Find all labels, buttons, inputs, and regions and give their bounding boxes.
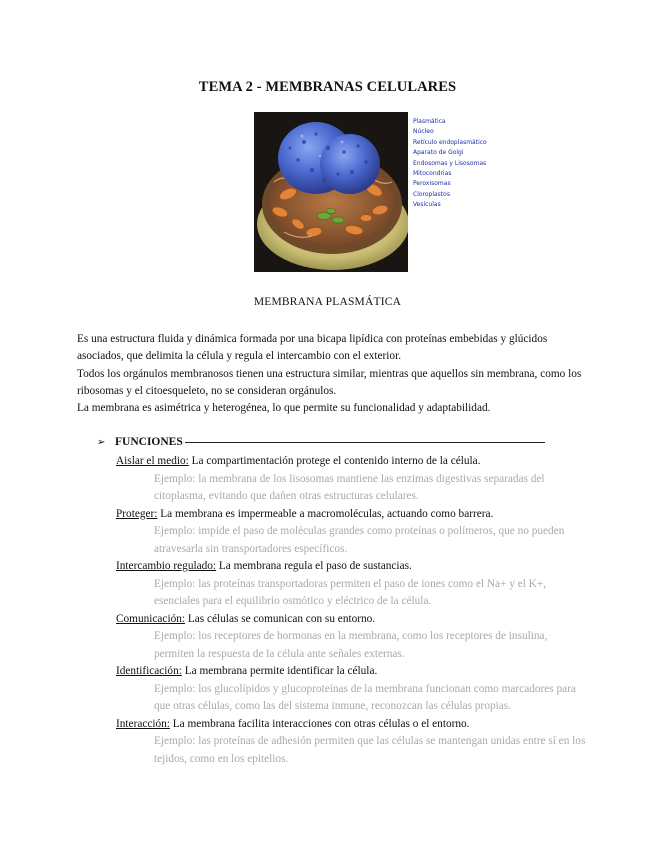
function-name: Identificación: <box>116 665 182 677</box>
legend-item: Aparato de Golgi <box>413 149 464 157</box>
document-title: TEMA 2 - MEMBRANAS CELULARES <box>198 79 457 95</box>
function-head <box>116 453 586 471</box>
function-text: La membrana es impermeable a macromoléculas, actuando como barrera. <box>157 507 494 520</box>
function-example: Ejemplo: impide el paso de moléculas grandes como proteínas o polímeros, que no pueden atravesarla sin transportadores específicos. <box>154 525 565 555</box>
heading-underline-rule <box>185 442 545 443</box>
function-text: La membrana permite identificar la célula. <box>181 665 378 677</box>
legend-item: Retículo endoplasmático <box>413 138 487 146</box>
function-item <box>116 716 586 769</box>
legend-item: Vesículas <box>413 201 441 209</box>
intro-paragraph: Todos los orgánulos membranosos tienen una estructura similar, mientras que aquellos sin membrana, como los ribosomas y el citoesqueleto, no se consideran orgánulos. <box>77 367 582 397</box>
intro-paragraph: La membrana es asimétrica y heterogénea, lo que permite su funcionalidad y adaptabilidad. <box>77 402 491 415</box>
functions-heading <box>97 436 545 448</box>
intro-paragraph: Es una estructura fluida y dinámica formada por una bicapa lipídica con proteínas embebidas y glúcidos asociados, que delimita la célula y regula el intercambio con el exterior. <box>77 333 548 363</box>
arrow-bullet-icon: ➢ <box>97 437 106 448</box>
function-name: Intercambio regulado: <box>116 560 217 572</box>
function-head <box>116 663 586 681</box>
section-title: MEMBRANA PLASMÁTICA <box>253 296 402 308</box>
functions-list <box>116 453 586 768</box>
function-text: La membrana regula el paso de sustancias. <box>216 560 412 572</box>
intro-text <box>77 331 582 417</box>
function-head <box>116 506 586 524</box>
functions-heading-label: FUNCIONES <box>115 436 183 448</box>
function-name: Interacción: <box>116 717 170 730</box>
function-example: Ejemplo: las proteínas transportadoras permiten el paso de iones como el Na+ y el K+, esenciales para el equilibrio osmótico y eléctrico de la célula. <box>154 577 547 607</box>
function-item <box>116 506 586 559</box>
function-name: Comunicación: <box>116 612 186 625</box>
legend-item: Plasmática <box>413 118 446 125</box>
function-name: Proteger: <box>116 507 158 520</box>
function-example: Ejemplo: los glucolípidos y glucoproteínas de la membrana funcionan como marcadores para que otras células, como las del sistema inmune, reconozcan las células propias. <box>154 682 576 712</box>
function-item <box>116 663 586 716</box>
function-head <box>116 611 586 629</box>
legend-item: Mitocondrias <box>413 170 452 178</box>
function-text: Las células se comunican con su entorno. <box>185 612 376 625</box>
cell-cutaway-image <box>254 112 408 272</box>
function-head <box>116 716 586 734</box>
legend-item: Peroxisomas <box>413 180 451 188</box>
function-example: Ejemplo: los receptores de hormonas en la membrana, como los receptores de insulina, permiten la respuesta de la célula ante señales externas. <box>154 630 548 660</box>
function-example: Ejemplo: la membrana de los lisosomas mantiene las enzimas digestivas separadas del citoplasma, evitando que dañen otras estructuras celulares. <box>154 472 545 502</box>
function-item <box>116 611 586 664</box>
function-example: Ejemplo: las proteínas de adhesión permiten que las células se mantengan unidas entre sí en los tejidos, como en los epitelios. <box>154 735 586 765</box>
function-name: Aislar el medio: <box>116 455 189 467</box>
function-head <box>116 558 586 576</box>
function-text: La compartimentación protege el contenido interno de la célula. <box>188 455 481 467</box>
function-item <box>116 453 586 506</box>
legend-item: Cloroplastos <box>413 190 450 198</box>
function-text: La membrana facilita interacciones con otras células o el entorno. <box>169 717 470 730</box>
function-item <box>116 558 586 611</box>
cell-illustration <box>254 112 408 272</box>
figure-legend <box>413 117 487 211</box>
legend-item: Núcleo <box>413 128 434 136</box>
legend-item: Endosomas y Lisosomas <box>413 159 487 167</box>
